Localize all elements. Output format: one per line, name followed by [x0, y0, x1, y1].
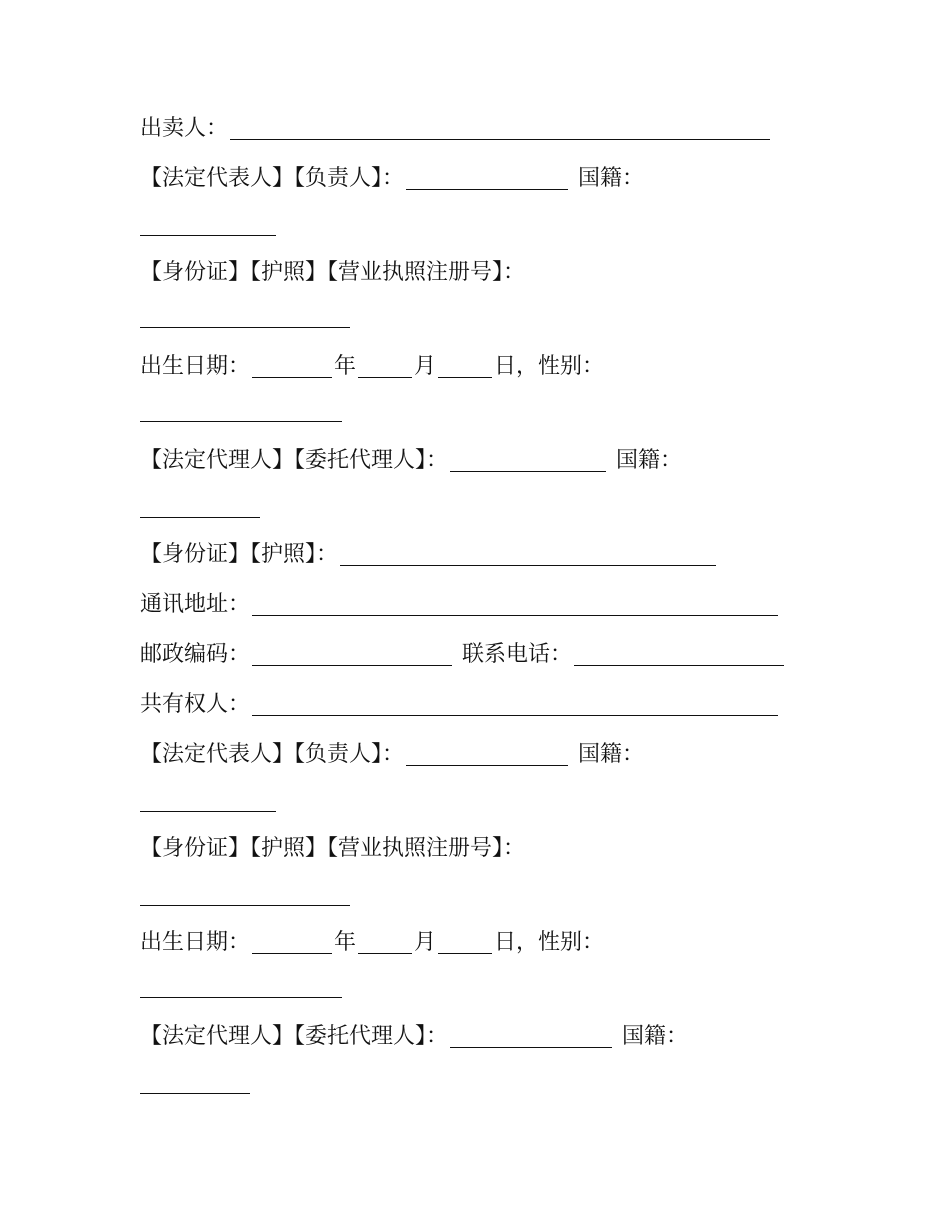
seller-id-line — [140, 258, 525, 288]
co-owner-gender-line — [140, 972, 344, 1002]
co-owner-gender-blank[interactable] — [140, 975, 342, 998]
co-owner-id-label: 【身份证】【护照】【营业执照注册号】： — [140, 836, 526, 861]
seller-address-blank[interactable] — [252, 593, 778, 616]
co-owner-birth-day-blank[interactable] — [438, 931, 492, 954]
co-owner-name-blank[interactable] — [252, 693, 778, 716]
seller-rep-label: 【法定代表人】【负责人】： — [140, 166, 405, 191]
seller-nationality-line — [140, 210, 278, 240]
seller-agent-nationality-label: 国籍： — [616, 448, 683, 473]
co-owner-rep-blank[interactable] — [406, 743, 568, 766]
co-owner-year-label: 年 — [334, 930, 357, 955]
co-owner-birth-line — [140, 928, 604, 958]
seller-agent-blank[interactable] — [450, 449, 606, 472]
seller-id-label: 【身份证】【护照】【营业执照注册号】： — [140, 260, 526, 285]
co-owner-birth-label: 出生日期： — [140, 930, 251, 955]
seller-id-blank-line — [140, 302, 352, 332]
co-owner-agent-label: 【法定代理人】【委托代理人】： — [140, 1024, 449, 1049]
co-owner-agent-nationality-blank[interactable] — [140, 1071, 250, 1094]
seller-agent-id-blank[interactable] — [340, 543, 716, 566]
seller-postcode-label: 邮政编码： — [140, 642, 251, 667]
seller-name-blank[interactable] — [230, 117, 770, 140]
co-owner-agent-nationality-label: 国籍： — [622, 1024, 689, 1049]
seller-agent-nationality-line — [140, 492, 262, 522]
co-owner-line — [140, 690, 780, 720]
co-owner-agent-line — [140, 1022, 688, 1052]
seller-rep-line — [140, 164, 644, 194]
co-owner-nationality-label: 国籍： — [578, 742, 645, 767]
co-owner-label: 共有权人： — [140, 692, 251, 717]
co-owner-month-label: 月 — [414, 930, 437, 955]
seller-birth-month-blank[interactable] — [358, 355, 412, 378]
seller-gender-line — [140, 396, 344, 426]
seller-year-label: 年 — [334, 354, 357, 379]
seller-rep-blank[interactable] — [406, 167, 568, 190]
seller-postcode-blank[interactable] — [252, 643, 452, 666]
seller-phone-label: 联系电话： — [462, 642, 573, 667]
co-owner-id-blank-line — [140, 880, 352, 910]
seller-birth-year-blank[interactable] — [252, 355, 332, 378]
seller-month-label: 月 — [414, 354, 437, 379]
co-owner-agent-nationality-line — [140, 1068, 252, 1098]
seller-birth-label: 出生日期： — [140, 354, 251, 379]
seller-address-line — [140, 590, 780, 620]
seller-agent-label: 【法定代理人】【委托代理人】： — [140, 448, 449, 473]
seller-agent-id-label: 【身份证】【护照】： — [140, 542, 339, 567]
seller-contact-line — [140, 640, 786, 670]
seller-address-label: 通讯地址： — [140, 592, 251, 617]
co-owner-nationality-blank[interactable] — [140, 789, 276, 812]
seller-day-gender-label: 日，性别： — [494, 354, 605, 379]
co-owner-day-gender-label: 日，性别： — [494, 930, 605, 955]
co-owner-agent-blank[interactable] — [450, 1025, 612, 1048]
seller-line — [140, 114, 772, 144]
co-owner-rep-label: 【法定代表人】【负责人】： — [140, 742, 405, 767]
seller-agent-id-line — [140, 540, 718, 570]
co-owner-birth-month-blank[interactable] — [358, 931, 412, 954]
seller-gender-blank[interactable] — [140, 399, 342, 422]
co-owner-id-line — [140, 834, 525, 864]
seller-birth-line — [140, 352, 604, 382]
co-owner-id-blank[interactable] — [140, 883, 350, 906]
co-owner-nationality-line — [140, 786, 278, 816]
seller-agent-nationality-blank[interactable] — [140, 495, 260, 518]
seller-id-blank[interactable] — [140, 305, 350, 328]
co-owner-rep-line — [140, 740, 644, 770]
seller-phone-blank[interactable] — [574, 643, 784, 666]
seller-agent-line — [140, 446, 682, 476]
seller-birth-day-blank[interactable] — [438, 355, 492, 378]
seller-nationality-blank[interactable] — [140, 213, 276, 236]
co-owner-birth-year-blank[interactable] — [252, 931, 332, 954]
seller-label: 出卖人： — [140, 116, 229, 141]
seller-nationality-label: 国籍： — [578, 166, 645, 191]
